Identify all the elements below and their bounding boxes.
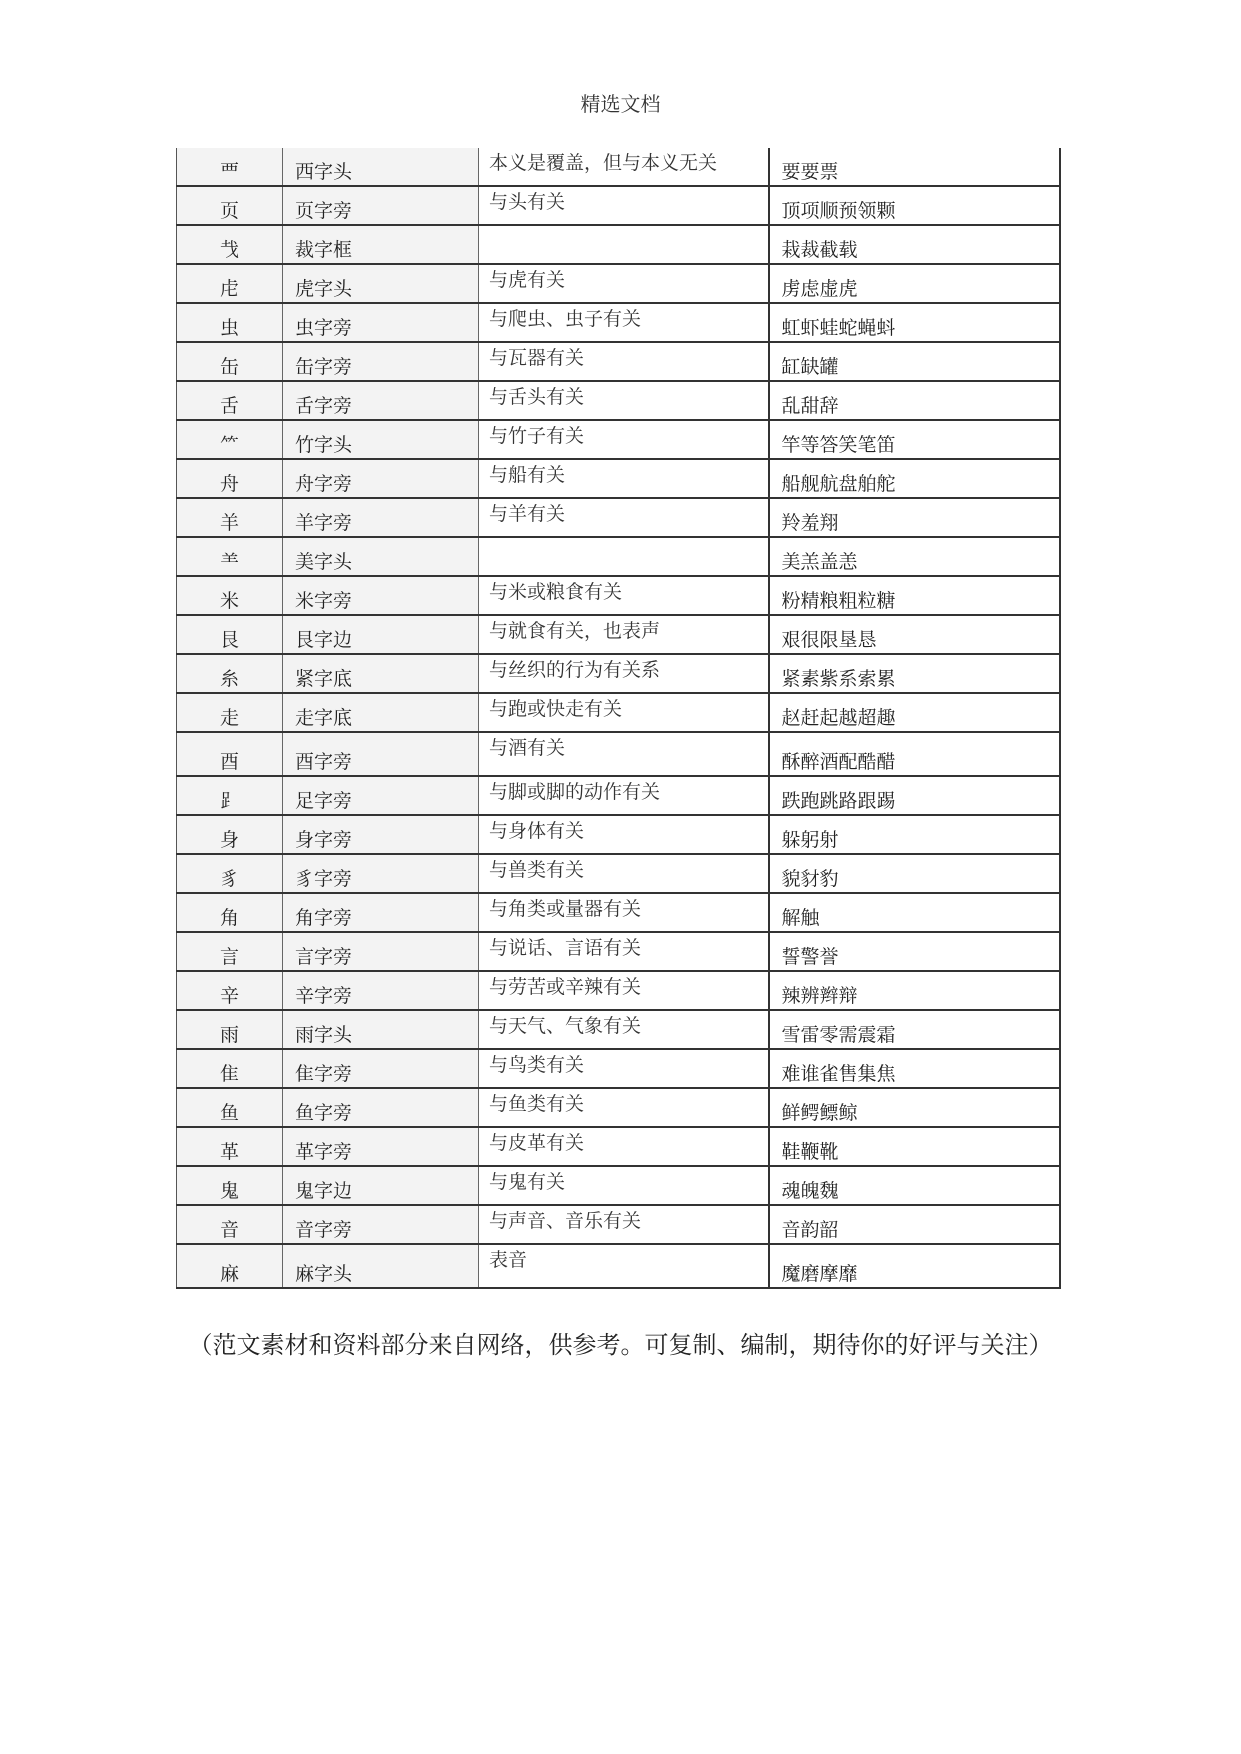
radical-name-cell: 酉字旁	[283, 732, 479, 776]
examples-cell: 音韵韶	[769, 1205, 1060, 1244]
radical-cell: 艮	[177, 615, 283, 654]
radical-cell: ⻊	[177, 776, 283, 815]
examples-cell: 栽裁截载	[769, 225, 1060, 264]
examples-cell: 紧素紫系索累	[769, 654, 1060, 693]
radical-cell: 缶	[177, 342, 283, 381]
examples-cell: 跌跑跳路跟踢	[769, 776, 1060, 815]
radical-name-cell: 鱼字旁	[283, 1088, 479, 1127]
meaning-cell: 与声音、音乐有关	[479, 1205, 769, 1244]
meaning-cell: 与瓦器有关	[479, 342, 769, 381]
table-row	[177, 1205, 1060, 1244]
table-row	[177, 893, 1060, 932]
table-row	[177, 1010, 1060, 1049]
radical-cell: 角	[177, 893, 283, 932]
examples-cell: 艰很限垦恳	[769, 615, 1060, 654]
table-row	[177, 459, 1060, 498]
radical-name-cell: 西字头	[283, 148, 479, 186]
radical-name-cell: 走字底	[283, 693, 479, 732]
examples-cell: 缸缺罐	[769, 342, 1060, 381]
meaning-cell: 与鸟类有关	[479, 1049, 769, 1088]
radical-cell: 糸	[177, 654, 283, 693]
radical-cell: 隹	[177, 1049, 283, 1088]
radical-name-cell: 虎字头	[283, 264, 479, 303]
radical-cell: 豸	[177, 854, 283, 893]
table-row	[177, 225, 1060, 264]
radical-name-cell: 紧字底	[283, 654, 479, 693]
meaning-cell: 与头有关	[479, 186, 769, 225]
examples-cell: 要要票	[769, 148, 1060, 186]
examples-cell: 辣辨辫辩	[769, 971, 1060, 1010]
table-row	[177, 303, 1060, 342]
radical-name-cell: 麻字头	[283, 1244, 479, 1288]
radical-name-cell: 竹字头	[283, 420, 479, 459]
table-row	[177, 654, 1060, 693]
radical-name-cell: 艮字边	[283, 615, 479, 654]
table-row	[177, 148, 1060, 186]
examples-cell: 羚羞翔	[769, 498, 1060, 537]
examples-cell: 貌豺豹	[769, 854, 1060, 893]
meaning-cell: 与舌头有关	[479, 381, 769, 420]
radical-name-cell: 隹字旁	[283, 1049, 479, 1088]
table-row	[177, 815, 1060, 854]
examples-cell: 鞋鞭靴	[769, 1127, 1060, 1166]
meaning-cell: 与皮革有关	[479, 1127, 769, 1166]
radical-name-cell: 米字旁	[283, 576, 479, 615]
examples-cell: 美羔盖恙	[769, 537, 1060, 576]
table-row	[177, 693, 1060, 732]
examples-cell: 酥醉酒配酷醋	[769, 732, 1060, 776]
meaning-cell	[479, 225, 769, 264]
radical-cell: 音	[177, 1205, 283, 1244]
meaning-cell: 与鬼有关	[479, 1166, 769, 1205]
meaning-cell	[479, 537, 769, 576]
radical-name-cell: 音字旁	[283, 1205, 479, 1244]
radical-name-cell: 革字旁	[283, 1127, 479, 1166]
meaning-cell: 与爬虫、虫子有关	[479, 303, 769, 342]
radical-cell: 鬼	[177, 1166, 283, 1205]
meaning-cell: 与鱼类有关	[479, 1088, 769, 1127]
meaning-cell: 与说话、言语有关	[479, 932, 769, 971]
radical-name-cell: 言字旁	[283, 932, 479, 971]
page-header: 精选文档	[580, 92, 661, 116]
radical-cell: 米	[177, 576, 283, 615]
examples-cell: 顶项顺预领颗	[769, 186, 1060, 225]
examples-cell: 鲜鳄鳔鲸	[769, 1088, 1060, 1127]
radical-cell: 羊	[177, 498, 283, 537]
radical-cell: ⺷	[177, 537, 283, 576]
meaning-cell: 与羊有关	[479, 498, 769, 537]
table-row	[177, 732, 1060, 776]
examples-cell: 虹虾蛙蛇蝇蚪	[769, 303, 1060, 342]
radical-cell: 走	[177, 693, 283, 732]
table-row	[177, 186, 1060, 225]
table-row	[177, 932, 1060, 971]
radical-name-cell: 裁字框	[283, 225, 479, 264]
table-row	[177, 498, 1060, 537]
table-row	[177, 1244, 1060, 1288]
meaning-cell: 与天气、气象有关	[479, 1010, 769, 1049]
radical-name-cell: 足字旁	[283, 776, 479, 815]
meaning-cell: 与角类或量器有关	[479, 893, 769, 932]
radical-cell: 雨	[177, 1010, 283, 1049]
radical-cell: 页	[177, 186, 283, 225]
radical-table-body	[177, 148, 1060, 1288]
radical-name-cell: 鬼字边	[283, 1166, 479, 1205]
radical-name-cell: 美字头	[283, 537, 479, 576]
meaning-cell: 表音	[479, 1244, 769, 1288]
meaning-cell: 与劳苦或辛辣有关	[479, 971, 769, 1010]
radical-name-cell: 缶字旁	[283, 342, 479, 381]
table-row	[177, 615, 1060, 654]
examples-cell: 魂魄魏	[769, 1166, 1060, 1205]
table-row	[177, 854, 1060, 893]
meaning-cell: 与酒有关	[479, 732, 769, 776]
radical-name-cell: 雨字头	[283, 1010, 479, 1049]
meaning-cell: 与兽类有关	[479, 854, 769, 893]
examples-cell: 乱甜辞	[769, 381, 1060, 420]
table-row	[177, 576, 1060, 615]
table-row	[177, 1166, 1060, 1205]
meaning-cell: 与丝织的行为有关系	[479, 654, 769, 693]
radical-cell: 舟	[177, 459, 283, 498]
meaning-cell: 与脚或脚的动作有关	[479, 776, 769, 815]
radical-cell: 舌	[177, 381, 283, 420]
radical-cell: 言	[177, 932, 283, 971]
examples-cell: 难谁雀售集焦	[769, 1049, 1060, 1088]
examples-cell: 解触	[769, 893, 1060, 932]
examples-cell: 誓警誉	[769, 932, 1060, 971]
radical-cell: 𢦏	[177, 225, 283, 264]
radical-name-cell: 身字旁	[283, 815, 479, 854]
table-row	[177, 342, 1060, 381]
meaning-cell: 与船有关	[479, 459, 769, 498]
meaning-cell: 与跑或快走有关	[479, 693, 769, 732]
examples-cell: 粉精粮粗粒糖	[769, 576, 1060, 615]
radical-name-cell: 舟字旁	[283, 459, 479, 498]
table-row	[177, 264, 1060, 303]
radical-cell: 辛	[177, 971, 283, 1010]
radical-cell: ⺮	[177, 420, 283, 459]
table-row	[177, 420, 1060, 459]
radical-cell: 覀	[177, 148, 283, 186]
examples-cell: 虏虑虚虎	[769, 264, 1060, 303]
table-row	[177, 1088, 1060, 1127]
radical-name-cell: 舌字旁	[283, 381, 479, 420]
table-row	[177, 1127, 1060, 1166]
radical-cell: 身	[177, 815, 283, 854]
examples-cell: 赵赶起越超趣	[769, 693, 1060, 732]
radical-cell: 酉	[177, 732, 283, 776]
radical-cell: 鱼	[177, 1088, 283, 1127]
radical-cell: 虍	[177, 264, 283, 303]
radical-cell: 革	[177, 1127, 283, 1166]
examples-cell: 魔磨摩靡	[769, 1244, 1060, 1288]
meaning-cell: 与就食有关，也表声	[479, 615, 769, 654]
radical-name-cell: 辛字旁	[283, 971, 479, 1010]
radical-name-cell: 豸字旁	[283, 854, 479, 893]
radical-cell: 虫	[177, 303, 283, 342]
table-row	[177, 971, 1060, 1010]
footer-note: （范文素材和资料部分来自网络，供参考。可复制、编制，期待你的好评与关注）	[188, 1331, 1053, 1359]
meaning-cell: 本义是覆盖，但与本义无关	[479, 148, 769, 186]
examples-cell: 船舰航盘舶舵	[769, 459, 1060, 498]
radical-name-cell: 虫字旁	[283, 303, 479, 342]
meaning-cell: 与虎有关	[479, 264, 769, 303]
radical-name-cell: 羊字旁	[283, 498, 479, 537]
examples-cell: 躲躬射	[769, 815, 1060, 854]
radical-name-cell: 页字旁	[283, 186, 479, 225]
radical-cell: 麻	[177, 1244, 283, 1288]
meaning-cell: 与米或粮食有关	[479, 576, 769, 615]
examples-cell: 竿等答笑笔笛	[769, 420, 1060, 459]
examples-cell: 雪雷零需震霜	[769, 1010, 1060, 1049]
radical-table	[176, 148, 1061, 1289]
table-row	[177, 381, 1060, 420]
meaning-cell: 与竹子有关	[479, 420, 769, 459]
radical-name-cell: 角字旁	[283, 893, 479, 932]
meaning-cell: 与身体有关	[479, 815, 769, 854]
table-row	[177, 776, 1060, 815]
table-row	[177, 1049, 1060, 1088]
table-row	[177, 537, 1060, 576]
